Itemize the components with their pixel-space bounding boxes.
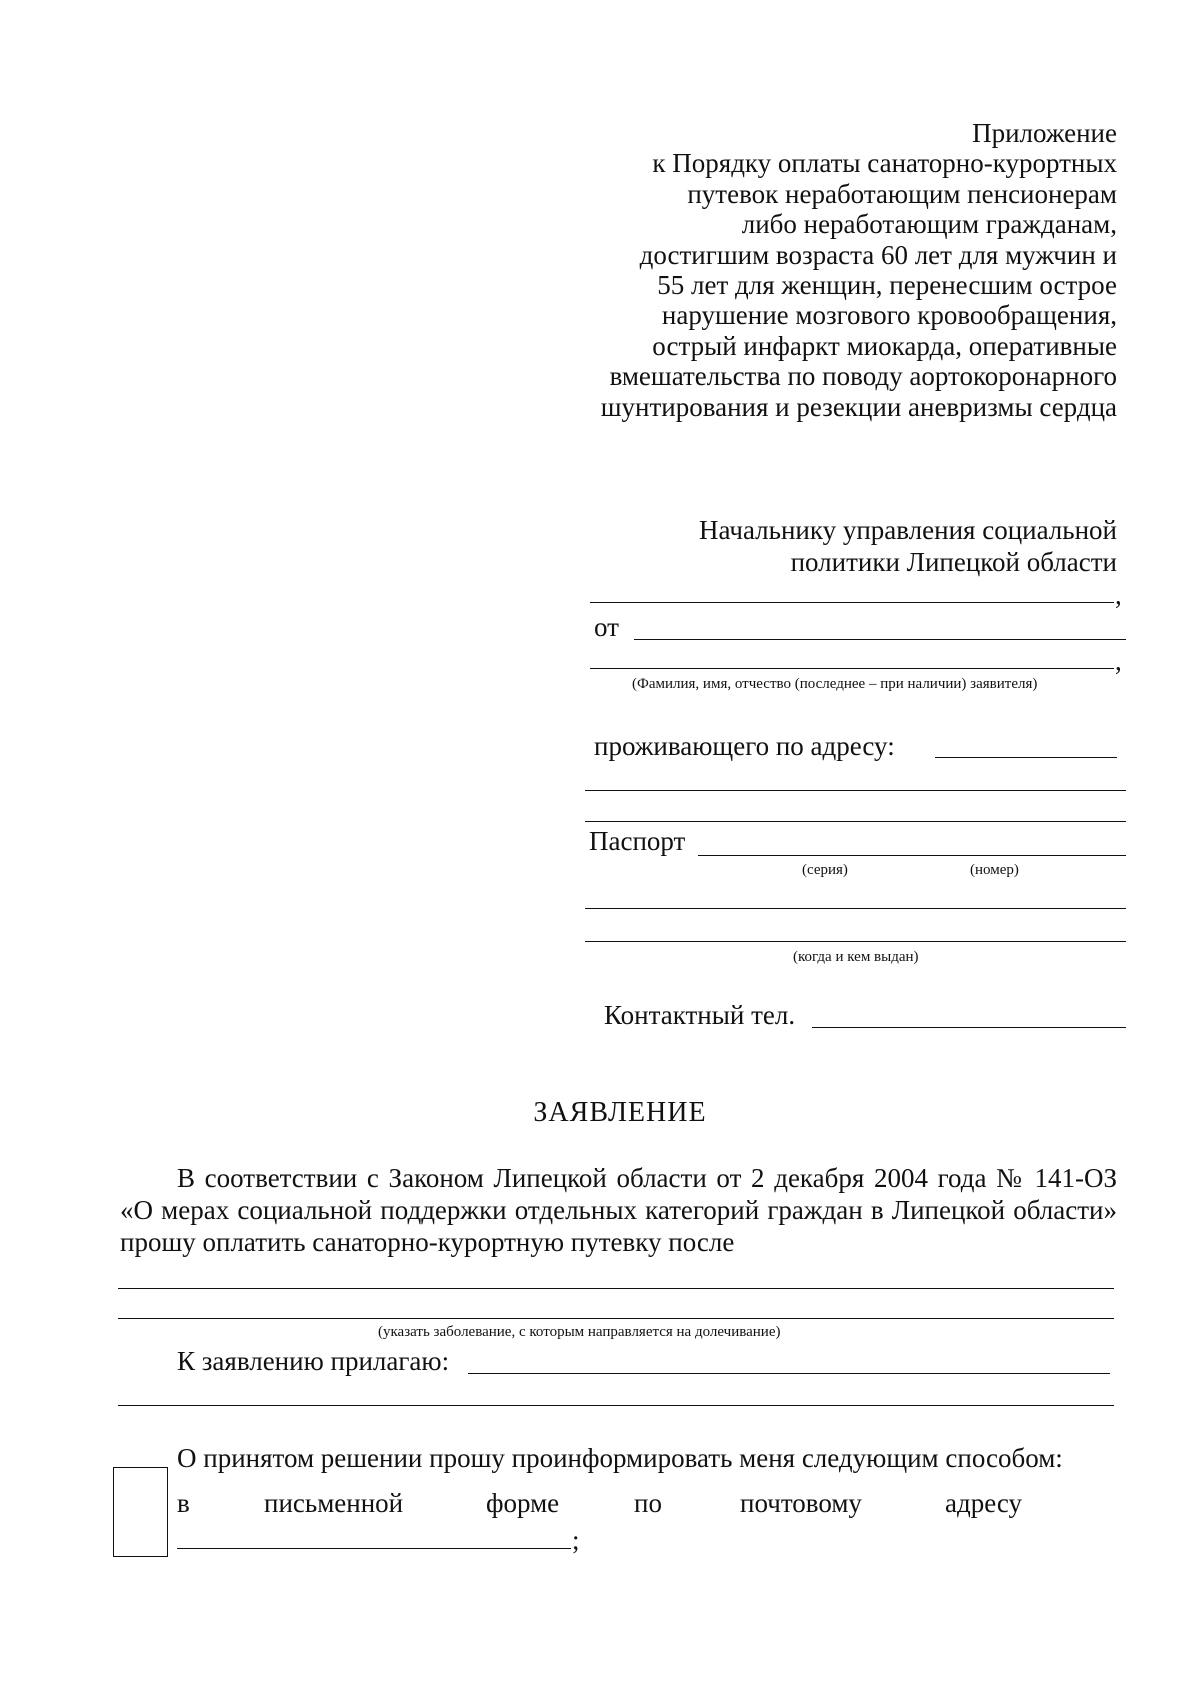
appendix-line: либо неработающим гражданам, [741,209,1117,240]
passport-label: Паспорт [589,826,686,856]
address-line-3[interactable] [585,821,1126,822]
disease-line-2[interactable] [118,1318,1114,1319]
passport-line[interactable] [698,855,1126,856]
attach-label: К заявлению прилагаю: [177,1346,450,1376]
option-end: ; [572,1525,580,1555]
option-word: письменной [264,1488,404,1518]
appendix-line: 55 лет для женщин, перенесшим острое [657,270,1117,301]
appendix-line: шунтирования и резекции аневризмы сердца [600,391,1117,422]
name-caption: (Фамилия, имя, отчество (последнее – при наличии) заявителя) [632,676,1038,692]
option-word: адресу [945,1488,1023,1518]
issued-caption: (когда и кем выдан) [793,949,919,965]
appendix-line: Приложение [972,118,1117,148]
from-label: от [594,612,619,642]
addressee-block [557,514,1117,578]
attach-line-2[interactable] [118,1405,1114,1406]
comma: , [1115,646,1122,676]
applicant-name-line[interactable] [634,639,1126,640]
phone-line[interactable] [812,1027,1126,1028]
passport-issued-line[interactable] [585,908,1126,909]
appendix-line: к Порядку оплаты санаторно-курортных [652,148,1117,179]
option-word: почтовому [740,1488,862,1518]
address-line[interactable] [935,757,1117,758]
address-line-2[interactable] [585,790,1126,791]
attach-line[interactable] [468,1373,1110,1374]
appendix-line: острый инфаркт миокарда, оперативные [652,330,1117,361]
appendix-line: вмешательства по поводу аортокоронарного [609,361,1117,392]
postal-address-line[interactable] [177,1548,571,1549]
applicant-name-line-2[interactable] [590,668,1114,669]
appendix-header [497,118,1117,422]
addressee-line: Начальнику управления социальной [698,515,1117,545]
number-caption: (номер) [970,862,1019,878]
addressee-line: политики Липецкой области [790,547,1117,577]
appendix-line: достигшим возраста 60 лет для мужчин и [639,239,1117,270]
disease-caption: (указать заболевание, с которым направляется на долечивание) [378,1324,781,1340]
appendix-line: нарушение мозгового кровообращения, [661,300,1117,331]
option-word: в [177,1488,190,1518]
passport-issued-line-2[interactable] [585,941,1126,942]
addressee-name-line[interactable] [590,602,1114,603]
phone-label: Контактный тел. [604,1000,796,1030]
option-word: по [634,1488,662,1518]
written-form-checkbox[interactable] [113,1467,168,1557]
comma: , [1115,580,1122,610]
inform-text: О принятом решении прошу проинформировать меня следующим способом: [177,1443,1063,1473]
statement-body: В соответствии с Законом Липецкой области от 2 декабря 2004 года № 141-ОЗ «О мерах социальной поддержки отдельных категорий граждан в Липецкой области» прошу оплатить санаторно-курортную путевку после [120,1163,1117,1257]
appendix-line: путевок неработающим пенсионерам [687,178,1117,209]
address-label: проживающего по адресу: [594,731,895,761]
option-word: форме [486,1488,560,1518]
statement-title: ЗАЯВЛЕНИЕ [533,1097,707,1128]
disease-line[interactable] [118,1288,1114,1289]
series-caption: (серия) [802,862,848,878]
